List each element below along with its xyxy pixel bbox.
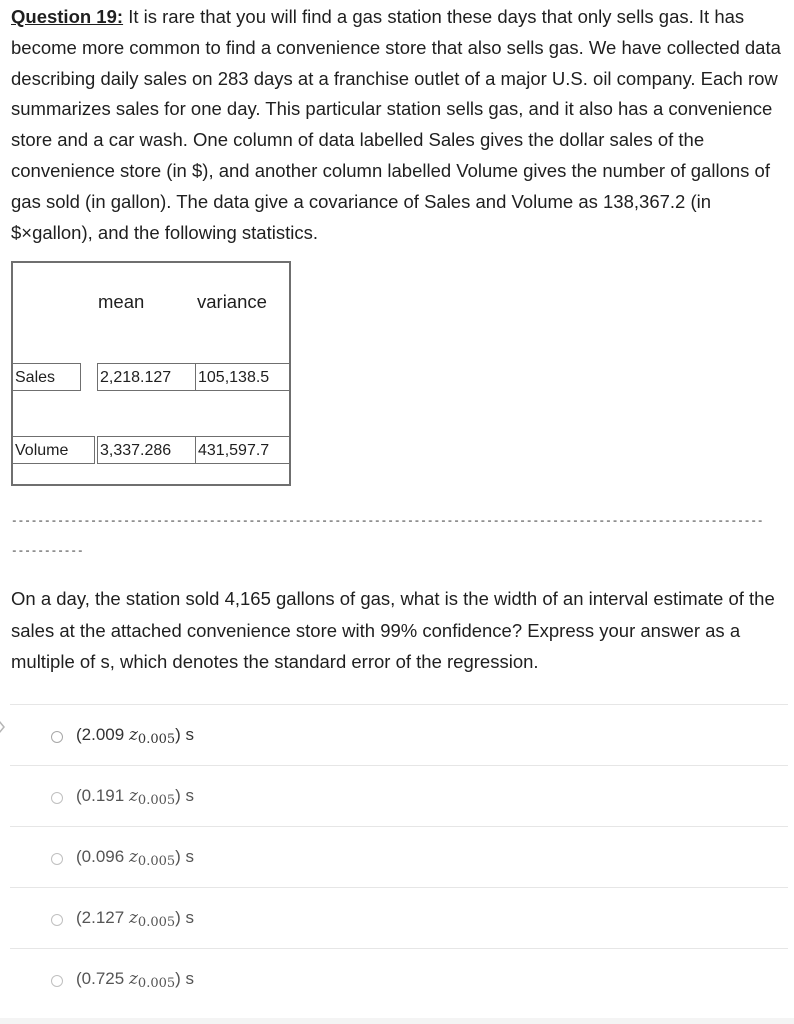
choice-label: (0.191 z0.005) s <box>76 786 195 808</box>
header-mean: mean <box>98 291 145 312</box>
bottom-strip <box>0 1018 794 1024</box>
choice-label: (2.127 z0.005) s <box>76 908 195 930</box>
answer-choices <box>10 704 788 1009</box>
sales-variance: 105,138.5 <box>195 363 291 391</box>
choice-coefficient: 0.191 <box>81 786 125 805</box>
choice-z: z <box>128 786 138 806</box>
radio-unselected-icon[interactable] <box>51 914 63 926</box>
volume-mean: 3,337.286 <box>97 436 195 464</box>
choice-suffix: s <box>185 847 195 866</box>
radio-unselected-icon[interactable] <box>51 975 63 987</box>
radio-unselected-icon[interactable] <box>51 731 63 743</box>
radio-unselected-icon[interactable] <box>51 792 63 804</box>
choice-option-3[interactable] <box>10 826 788 887</box>
chevron-left-icon[interactable] <box>0 720 6 734</box>
choice-option-2[interactable] <box>10 765 788 826</box>
choice-coefficient: 0.096 <box>81 847 125 866</box>
row-label-volume: Volume <box>13 436 95 464</box>
choice-z-subscript: 0.005 <box>137 793 176 808</box>
statistics-table <box>11 261 291 486</box>
sales-mean: 2,218.127 <box>97 363 195 391</box>
choice-label: (0.096 z0.005) s <box>76 847 195 869</box>
dashed-separator-line-2: ----------- <box>11 546 84 558</box>
choice-suffix: s <box>185 908 195 927</box>
choice-z: z <box>128 908 138 928</box>
choice-suffix: s <box>185 786 195 805</box>
choice-coefficient: 2.127 <box>81 908 125 927</box>
choice-option-5[interactable] <box>10 948 788 1009</box>
radio-unselected-icon[interactable] <box>51 853 63 865</box>
choice-z: z <box>128 847 138 867</box>
choice-coefficient: 0.725 <box>81 969 125 988</box>
choice-option-1[interactable] <box>10 704 788 765</box>
row-label-sales: Sales <box>13 363 81 391</box>
dashed-separator-line-1: ------------------------------------------------------------------------------------------------------------------ <box>11 516 764 528</box>
choice-option-4[interactable] <box>10 887 788 948</box>
question-text <box>11 2 786 248</box>
choice-label: (0.725 z0.005) s <box>76 969 195 991</box>
choice-suffix: s <box>185 725 195 744</box>
choice-z-subscript: 0.005 <box>137 976 176 991</box>
question-body: It is rare that you will find a gas station these days that only sells gas. It has become more common to find a convenience store that also sells gas. We have collected data describing daily sales on 283 days at a franchise outlet of a major U.S. oil company. Each row summarizes sales for one day. This particular station sells gas, and it also has a convenience store and a car wash. One column of data labelled Sales gives the dollar sales of the convenience store (in $), and another column labelled Volume gives the number of gallons of gas sold (in gallon). The data give a covariance of Sales and Volume as 138,367.2 (in $×gallon), and the following statistics. <box>11 6 781 243</box>
choice-suffix: s <box>185 969 195 988</box>
choice-z-subscript: 0.005 <box>137 854 176 869</box>
followup-question: On a day, the station sold 4,165 gallons of gas, what is the width of an interval estimate of the sales at the attached convenience store with 99% confidence? Express your answer as a multiple of s, which denotes the standard error of the regression. <box>11 588 775 672</box>
header-variance: variance <box>197 291 267 312</box>
question-label: Question 19: <box>11 6 124 27</box>
volume-variance: 431,597.7 <box>195 436 291 464</box>
choice-z: z <box>128 969 138 989</box>
choice-coefficient: 2.009 <box>81 725 125 744</box>
choice-z-subscript: 0.005 <box>137 915 176 930</box>
choice-z: z <box>128 725 138 745</box>
choice-label: (2.009 z0.005) s <box>76 725 195 747</box>
choice-z-subscript: 0.005 <box>137 732 176 747</box>
